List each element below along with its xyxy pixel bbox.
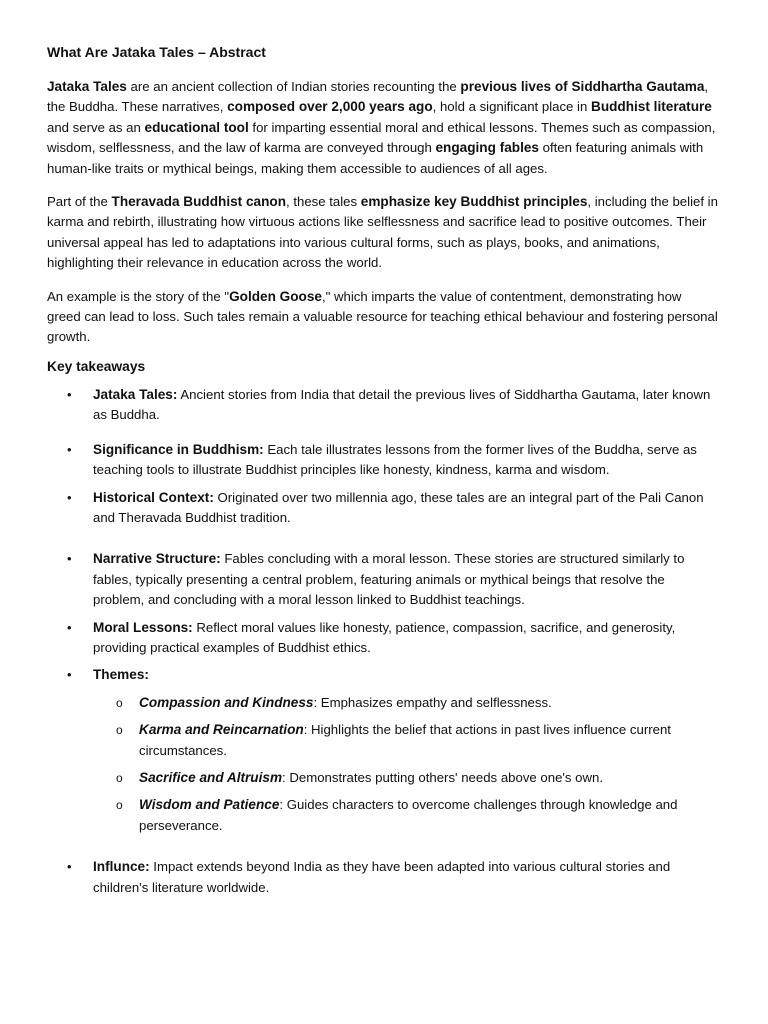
item-text: Impact extends beyond India as they have been adapted into various cultural stories and children's literature worldwide.	[93, 859, 671, 895]
theme-text: : Emphasizes empathy and selflessness.	[313, 694, 552, 710]
sublist-item	[93, 693, 718, 713]
bold-term: Jataka Tales	[47, 79, 127, 94]
bold-term: emphasize key Buddhist principles	[360, 194, 588, 210]
bold-term: engaging fables	[435, 140, 539, 156]
paragraph-text: An example is the story of the "	[47, 288, 230, 304]
theme-text: : Demonstrates putting others' needs above one's own.	[282, 769, 604, 785]
theme-label: Karma and Reincarnation	[139, 722, 304, 738]
bold-term: Theravada Buddhist canon	[111, 194, 286, 210]
list-item	[47, 618, 718, 659]
paragraph-text: and serve as an	[47, 119, 145, 135]
item-label: Moral Lessons:	[93, 619, 193, 635]
paragraph-text: are an ancient collection of Indian stories recounting the	[126, 79, 461, 94]
paragraph-text: , hold a significant place in	[432, 99, 591, 115]
item-text: Originated over two millennia ago, these tales are an integral part of the Pali Canon and Theravada Buddhist tradition.	[93, 489, 704, 525]
canon-paragraph	[47, 192, 718, 274]
paragraph-text: for imparting essential moral and ethical lessons. Themes such as compassion, wisdom, selflessness, and the law of karma are conveyed through	[47, 119, 716, 156]
bold-term: Golden Goose	[229, 288, 322, 304]
theme-label: Sacrifice and Altruism	[139, 769, 283, 785]
list-item	[47, 549, 718, 610]
item-label: Narrative Structure:	[93, 551, 221, 567]
item-text: Fables concluding with a moral lesson. These stories are structured similarly to fables, typically presenting a central problem, featuring animals or mythical beings that resolve the problem, and concluding with a moral lesson linked to Buddhist teachings.	[93, 551, 685, 608]
sublist-item	[93, 768, 718, 788]
item-label: Influnce:	[93, 859, 150, 875]
bold-term: educational tool	[144, 119, 249, 135]
paragraph-text: , the Buddha. These narratives,	[47, 79, 709, 115]
bold-term: composed over 2,000 years ago	[227, 99, 433, 115]
list-item	[47, 385, 718, 426]
takeaways-list	[47, 385, 718, 898]
document-title: What Are Jataka Tales – Abstract	[47, 44, 266, 60]
sublist-item	[93, 720, 718, 761]
item-label: Jataka Tales:	[93, 386, 178, 402]
bold-term: Buddhist literature	[591, 99, 712, 115]
item-label: Significance in Buddhism:	[93, 441, 264, 457]
paragraph-text: , these tales	[286, 194, 361, 210]
intro-paragraph	[47, 77, 718, 179]
theme-label: Compassion and Kindness	[139, 694, 314, 710]
paragraph-text: ," which imparts the value of contentment, demonstrating how greed can lead to loss. Such tales remain a valuable resource for teaching ethical behaviour and fostering personal growth.	[47, 288, 718, 345]
list-item	[47, 440, 718, 481]
bold-term: previous lives of Siddhartha Gautama	[460, 79, 705, 94]
example-paragraph	[47, 287, 718, 348]
item-text: Ancient stories from India that detail the previous lives of Siddhartha Gautama, later known as Buddha.	[93, 386, 711, 423]
list-item	[47, 488, 718, 529]
paragraph-text: , including the belief in karma and rebirth, illustrating how virtuous actions like selflessness and sacrifice lead to positive outcomes. Their universal appeal has led to adaptations into various cultural forms, such as plays, books, and animations, highlighting their relevance in education across the world.	[47, 194, 718, 271]
item-text: Each tale illustrates lessons from the former lives of the Buddha, serve as teaching tools to illustrate Buddhist principles like honesty, kindness, karma and wisdom.	[93, 441, 697, 478]
item-label: Themes:	[93, 667, 149, 683]
theme-text: : Highlights the belief that actions in past lives influence current circumstances.	[139, 722, 671, 758]
list-item-themes	[47, 665, 718, 836]
sublist-item	[93, 795, 718, 836]
paragraph-text: often featuring animals with human-like traits or mythical beings, making them accessible to audiences of all ages.	[47, 140, 704, 176]
item-label: Historical Context:	[93, 489, 214, 505]
themes-sublist	[93, 693, 718, 836]
key-takeaways-heading: Key takeaways	[47, 358, 146, 374]
theme-text: : Guides characters to overcome challenges through knowledge and perseverance.	[139, 797, 678, 833]
paragraph-text: Part of the	[47, 194, 112, 210]
theme-label: Wisdom and Patience	[139, 797, 280, 813]
item-text: Reflect moral values like honesty, patience, compassion, sacrifice, and generosity, providing practical examples of Buddhist ethics.	[93, 619, 676, 655]
list-item	[47, 857, 718, 898]
